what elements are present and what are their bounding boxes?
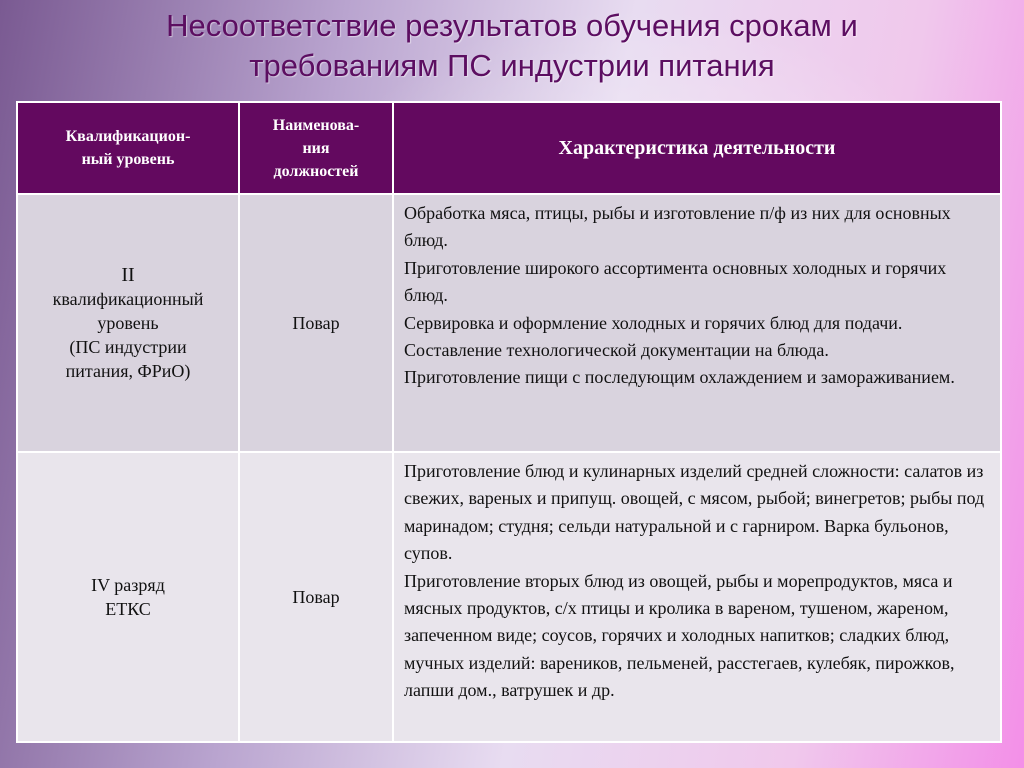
level-line: ЕТКС bbox=[105, 599, 151, 619]
slide-title-line-2: требованиям ПС индустрии питания bbox=[249, 48, 775, 83]
header-level-line-1: Квалификацион- bbox=[65, 128, 191, 145]
table-row bbox=[17, 194, 1001, 452]
level-line: IV разряд bbox=[91, 575, 165, 595]
header-qualification-level bbox=[17, 102, 239, 194]
level-line: питания, ФРиО) bbox=[65, 361, 191, 381]
level-line: II bbox=[121, 264, 135, 286]
slide-title bbox=[0, 6, 1024, 86]
header-level-line-2: ный уровень bbox=[81, 151, 175, 168]
level-line: уровень bbox=[97, 313, 159, 333]
description-item: Приготовление широкого ассортимента основных холодных и горячих блюд. bbox=[404, 257, 947, 306]
description-cell bbox=[393, 452, 1001, 742]
header-position-line-1: Наименова- bbox=[272, 116, 360, 134]
table-row bbox=[17, 452, 1001, 742]
description-item: Приготовление вторых блюд из овощей, рыбы и морепродуктов, мяса и мясных продуктов, с/х птицы и кролика в вареном, тушеном, жареном, запеченном виде; соусов, горячих и холодных напитков; сладких блюд, мучных изделий: вареников, пельменей, расстегаев, кулебяк, пирожков, лапши дом., ватрушек и др. bbox=[404, 570, 955, 701]
description-cell bbox=[393, 194, 1001, 452]
qualification-level-cell bbox=[17, 194, 239, 452]
header-position-line-3: должностей bbox=[273, 162, 359, 180]
qualification-table bbox=[16, 101, 1002, 743]
description-item: Обработка мяса, птицы, рыбы и изготовление п/ф из них для основных блюд. bbox=[404, 203, 951, 251]
description-item: Приготовление пищи с последующим охлаждением и замораживанием. bbox=[404, 367, 955, 388]
description-item: Сервировка и оформление холодных и горячих блюд для подачи. bbox=[404, 312, 903, 333]
header-activity-description: Характеристика деятельности bbox=[393, 102, 1001, 194]
table-header-row bbox=[17, 102, 1001, 194]
description-item: Приготовление блюд и кулинарных изделий средней сложности: салатов из свежих, вареных и припущ. овощей, с мясом, рыбой; винегретов; рыбы под маринадом; студня; сельди натуральной и с гарниром. Варка бульонов, супов. bbox=[404, 461, 985, 564]
header-position-name bbox=[239, 102, 393, 194]
qualification-level-cell bbox=[17, 452, 239, 742]
description-item: Составление технологической документации на блюда. bbox=[404, 340, 829, 361]
position-cell: Повар bbox=[239, 452, 393, 742]
header-position-line-2: ния bbox=[302, 139, 330, 157]
level-line: квалификационный bbox=[52, 289, 204, 309]
level-line: (ПС индустрии bbox=[69, 337, 187, 357]
slide-title-line-1: Несоответствие результатов обучения срокам и bbox=[166, 8, 858, 43]
position-cell: Повар bbox=[239, 194, 393, 452]
